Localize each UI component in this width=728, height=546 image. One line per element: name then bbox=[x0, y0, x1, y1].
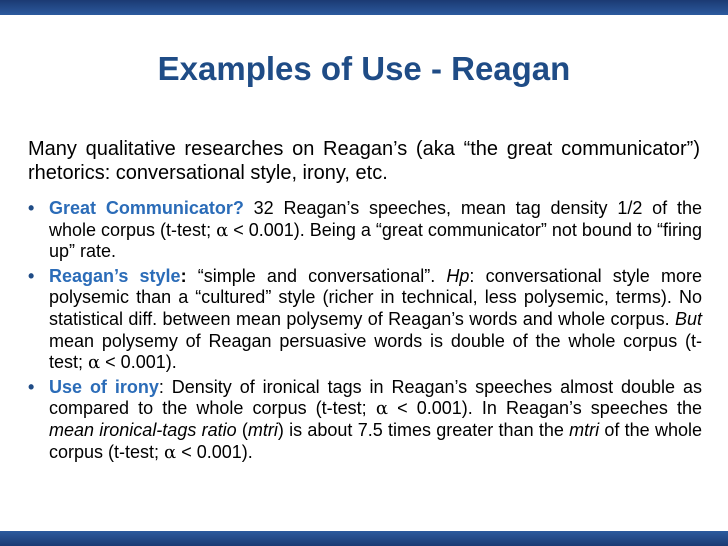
top-decorative-bar bbox=[0, 0, 728, 15]
but-emphasis: But bbox=[674, 308, 702, 329]
slide-title: Examples of Use - Reagan bbox=[157, 50, 571, 87]
hypothesis-label: Hp bbox=[446, 265, 470, 286]
bullet-text: “simple and conversational”. bbox=[186, 265, 447, 286]
mtri-term: mtri bbox=[247, 419, 278, 440]
bullet-colon: : bbox=[180, 265, 187, 286]
bullet-text: < 0.001). bbox=[100, 352, 177, 373]
bullet-text: < 0.001). bbox=[176, 441, 253, 462]
mean-ratio-term: mean ironical-tags ratio bbox=[49, 419, 237, 440]
bullet-text: ( bbox=[236, 419, 248, 440]
bullet-item-use-of-irony bbox=[28, 377, 702, 463]
alpha-symbol: α bbox=[88, 352, 101, 374]
bullet-item-great-communicator bbox=[28, 198, 702, 263]
bullet-text: < 0.001). In Reagan’s speeches the bbox=[387, 398, 702, 419]
alpha-symbol: α bbox=[216, 219, 229, 241]
bullet-term: Use of irony bbox=[49, 376, 159, 397]
bullet-text: 32 Reagan’s speeches, mean tag density 1/2 of the whole corpus (t-test; bbox=[49, 198, 703, 240]
bullet-text: : conversational style more polysemic than a “cultured” style (richer in technical, less polysemic, terms). No statistical diff. between mean polysemy of Reagan’s words and whole corpus. bbox=[49, 265, 702, 329]
bullet-list bbox=[28, 198, 702, 466]
bullet-text: : Density of ironical tags in Reagan’s speeches almost double as compared to the whole corpus (t-test; bbox=[49, 376, 702, 419]
bullet-text: of the whole corpus (t-test; bbox=[49, 419, 702, 462]
bullet-term: Reagan’s style bbox=[49, 265, 181, 286]
bottom-decorative-bar bbox=[0, 531, 728, 546]
bullet-term: Great Communicator? bbox=[49, 198, 244, 218]
bullet-marker: • bbox=[28, 376, 35, 397]
bullet-text: < 0.001). Being a “great communicator” not bound to “firing up” rate. bbox=[49, 219, 703, 262]
alpha-symbol: α bbox=[375, 398, 388, 420]
bullet-item-reagan-style bbox=[28, 266, 702, 374]
bullet-marker: • bbox=[28, 265, 35, 286]
bullet-text: mean polysemy of Reagan persuasive words is double of the whole corpus (t-test; bbox=[49, 330, 702, 373]
alpha-symbol: α bbox=[164, 441, 177, 463]
mtri-term: mtri bbox=[569, 419, 600, 440]
bullet-marker: • bbox=[28, 198, 35, 218]
bullet-text: ) is about 7.5 times greater than the bbox=[277, 419, 570, 440]
intro-paragraph: Many qualitative researches on Reagan’s (aka “the great communicator”) rhetorics: conversational style, irony, etc. bbox=[28, 138, 700, 184]
